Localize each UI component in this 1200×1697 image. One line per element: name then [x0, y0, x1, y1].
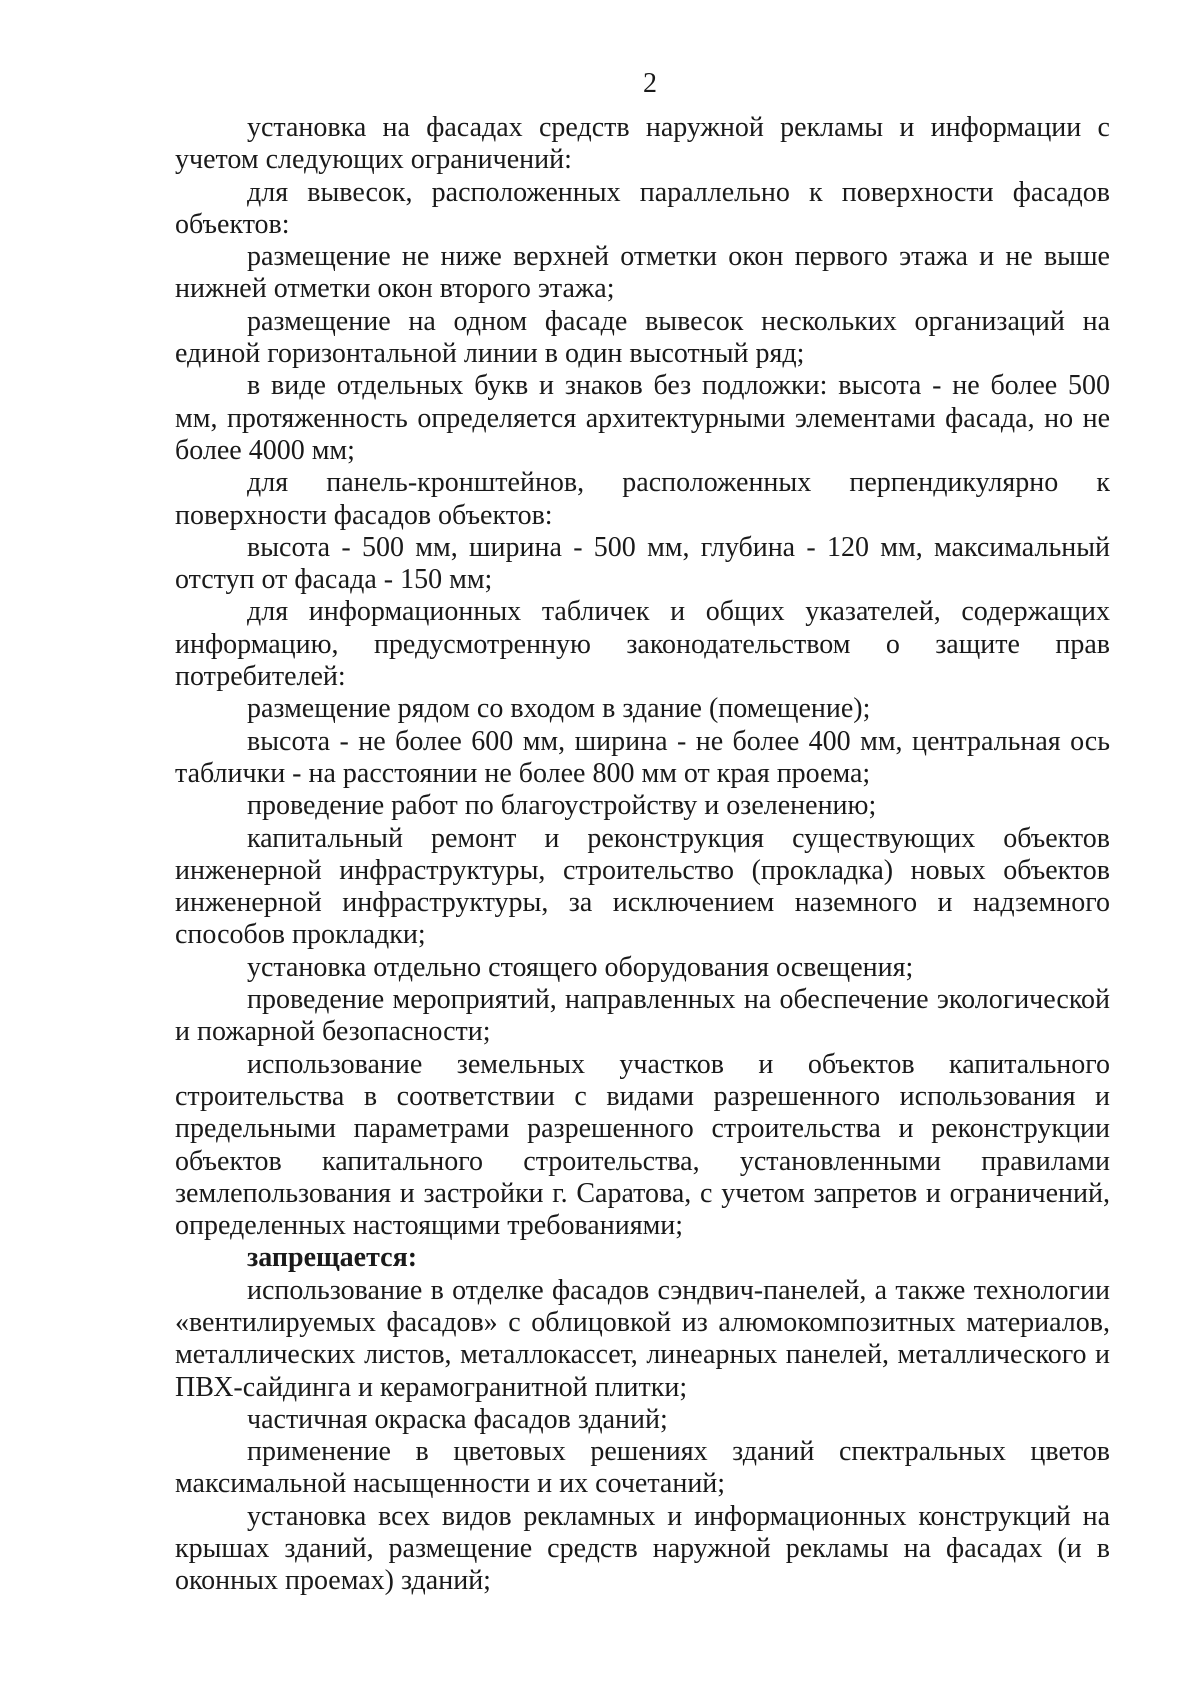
paragraph: проведение мероприятий, направленных на обеспечение экологической и пожарной безопасности;: [175, 984, 1110, 1048]
paragraph: размещение не ниже верхней отметки окон первого этажа и не выше нижней отметки окон второго этажа;: [175, 241, 1110, 305]
paragraph: в виде отдельных букв и знаков без подложки: высота - не более 500 мм, протяженность определяется архитектурными элементами фасада, но не более 4000 мм;: [175, 370, 1110, 466]
paragraph: размещение на одном фасаде вывесок нескольких организаций на единой горизонтальной линии в один высотный ряд;: [175, 305, 1110, 370]
paragraph: для вывесок, расположенных параллельно к поверхности фасадов объектов:: [175, 176, 1110, 240]
paragraph: использование земельных участков и объектов капитального строительства в соответствии с видами разрешенного использования и предельными параметрами разрешенного строительства и реконструкции объектов капитального строительства, установленными правилами землепользования и застройки г. Саратова, с учетом запретов и ограничений, определенных настоящими требованиями;: [175, 1048, 1110, 1242]
paragraph: установка отдельно стоящего оборудования освещения;: [247, 951, 914, 983]
paragraph: проведение работ по благоустройству и озеленению;: [247, 790, 877, 822]
paragraph: применение в цветовых решениях зданий спектральных цветов максимальной насыщенности и их сочетаний;: [175, 1436, 1110, 1500]
paragraph: использование в отделке фасадов сэндвич-панелей, а также технологии «вентилируемых фасадов» с облицовкой из алюмокомпозитных материалов, металлических листов, металлокассет, линеарных панелей, металлического и ПВХ-сайдинга и керамогранитной плитки;: [175, 1274, 1110, 1403]
paragraph: для информационных табличек и общих указателей, содержащих информацию, предусмотренную законодательством о защите прав потребителей:: [175, 596, 1110, 693]
document-body: [175, 112, 1110, 1598]
paragraph: частичная окраска фасадов зданий;: [247, 1403, 668, 1435]
paragraph: размещение рядом со входом в здание (помещение);: [247, 693, 871, 725]
section-heading-prohibited: запрещается:: [247, 1242, 418, 1274]
page-number: 2: [643, 68, 657, 99]
paragraph: установка на фасадах средств наружной рекламы и информации с учетом следующих ограничений:: [175, 112, 1110, 176]
paragraph: капитальный ремонт и реконструкция существующих объектов инженерной инфраструктуры, строительство (прокладка) новых объектов инженерной инфраструктуры, за исключением наземного и надземного способов прокладки;: [175, 822, 1110, 951]
paragraph: установка всех видов рекламных и информационных конструкций на крышах зданий, размещение средств наружной рекламы на фасадах (и в оконных проемах) зданий;: [175, 1500, 1110, 1597]
paragraph: высота - не более 600 мм, ширина - не более 400 мм, центральная ось таблички - на расстоянии не более 800 мм от края проема;: [175, 725, 1110, 789]
paragraph: высота - 500 мм, ширина - 500 мм, глубина - 120 мм, максимальный отступ от фасада - 150 мм;: [175, 531, 1110, 596]
paragraph: для панель-кронштейнов, расположенных перпендикулярно к поверхности фасадов объектов:: [175, 467, 1110, 531]
